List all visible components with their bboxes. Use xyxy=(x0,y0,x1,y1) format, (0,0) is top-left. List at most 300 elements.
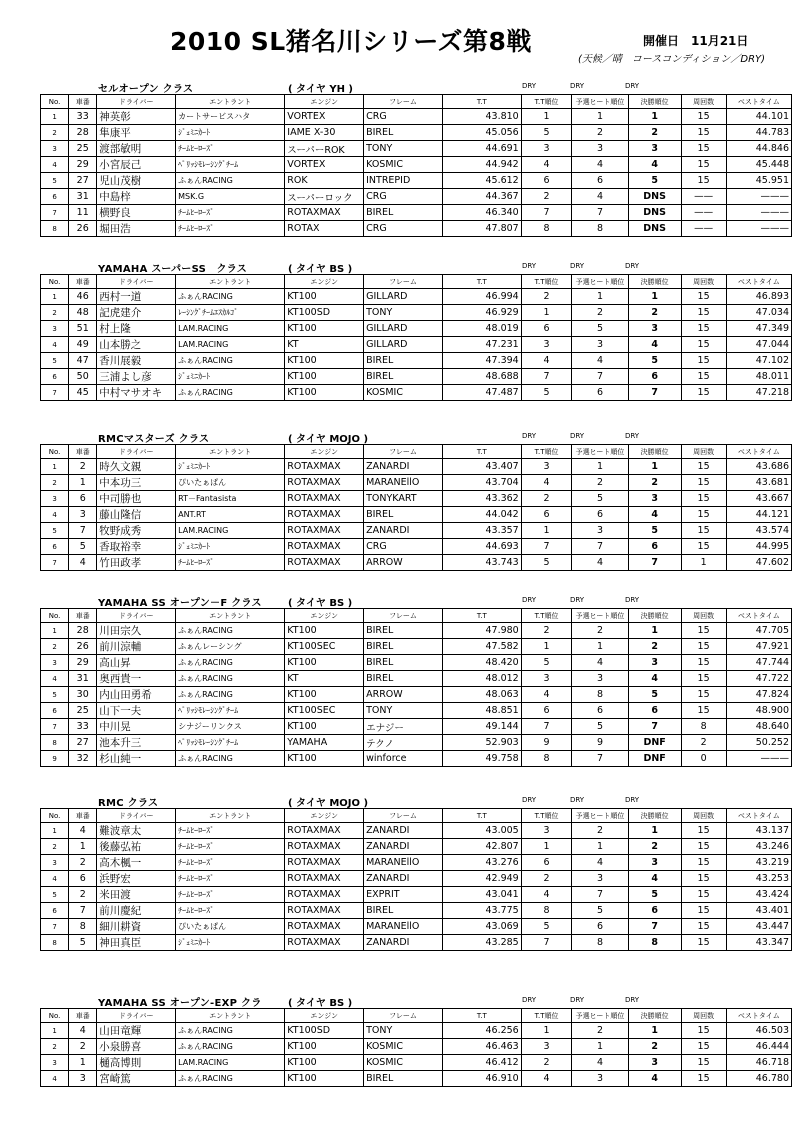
table-cell: 2 xyxy=(628,1039,681,1055)
table-cell: 6 xyxy=(521,855,572,871)
table-cell: 3 xyxy=(628,855,681,871)
table-cell: 8 xyxy=(521,751,572,767)
table-cell: 1 xyxy=(628,823,681,839)
table-cell: 6 xyxy=(521,703,572,719)
table-cell: 6 xyxy=(572,173,628,189)
results-table xyxy=(40,94,792,237)
table-cell: ——— xyxy=(726,751,791,767)
table-cell: ふぁんRACING xyxy=(176,687,285,703)
dry-label: DRY xyxy=(522,796,537,804)
table-cell: 8 xyxy=(69,919,97,935)
table-cell: KT100SEC xyxy=(285,703,364,719)
table-cell: BIREL xyxy=(364,903,443,919)
table-cell: BIREL xyxy=(364,671,443,687)
column-header: T.T順位 xyxy=(521,95,572,109)
dry-label: DRY xyxy=(625,262,640,270)
class-section xyxy=(40,592,792,767)
column-header: T.T xyxy=(442,275,521,289)
table-cell: 8 xyxy=(572,221,628,237)
column-header: 車番 xyxy=(69,275,97,289)
table-cell: 7 xyxy=(572,369,628,385)
column-header: 車番 xyxy=(69,809,97,823)
table-cell: MARANEllO xyxy=(364,475,443,491)
table-cell: 3 xyxy=(572,337,628,353)
table-cell: CRG xyxy=(364,539,443,555)
column-header: ベストタイム xyxy=(726,275,791,289)
column-header: No. xyxy=(41,609,69,623)
column-header: 決勝順位 xyxy=(628,95,681,109)
table-cell: 3 xyxy=(521,459,572,475)
table-header-row xyxy=(41,95,792,109)
table-cell: 2 xyxy=(69,887,97,903)
event-date: 開催日 11月21日 xyxy=(643,34,749,48)
table-cell: 内山田勇希 xyxy=(97,687,176,703)
table-cell: 5 xyxy=(41,887,69,903)
table-cell: 1 xyxy=(628,109,681,125)
column-header: フレーム xyxy=(364,609,443,623)
table-row xyxy=(41,125,792,141)
table-cell: 4 xyxy=(628,337,681,353)
table-cell: 45 xyxy=(69,385,97,401)
table-cell: 山本勝之 xyxy=(97,337,176,353)
table-cell: 8 xyxy=(41,935,69,951)
table-cell: 小泉勝喜 xyxy=(97,1039,176,1055)
table-cell: 6 xyxy=(628,539,681,555)
table-cell: 52.903 xyxy=(442,735,521,751)
table-cell: 44.846 xyxy=(726,141,791,157)
table-cell: VORTEX xyxy=(285,109,364,125)
table-cell: 1 xyxy=(521,523,572,539)
table-cell: 4 xyxy=(521,887,572,903)
table-cell: 6 xyxy=(572,703,628,719)
table-cell: 48.420 xyxy=(442,655,521,671)
table-cell: 7 xyxy=(628,555,681,571)
table-cell: 2 xyxy=(521,871,572,887)
table-cell: 15 xyxy=(681,109,726,125)
class-section xyxy=(40,992,792,1087)
column-header: No. xyxy=(41,809,69,823)
table-cell: 2 xyxy=(628,475,681,491)
table-cell: 池本升三 xyxy=(97,735,176,751)
table-cell: ふぁんRACING xyxy=(176,173,285,189)
table-cell: 7 xyxy=(521,369,572,385)
table-cell: 1 xyxy=(521,305,572,321)
table-cell: 高山昇 xyxy=(97,655,176,671)
table-cell: ROK xyxy=(285,173,364,189)
table-cell: 2 xyxy=(69,855,97,871)
table-cell: ふぁんRACING xyxy=(176,289,285,305)
dry-label: DRY xyxy=(522,262,537,270)
table-cell: 中川晃 xyxy=(97,719,176,735)
table-cell: 43.810 xyxy=(442,109,521,125)
table-cell: TONY xyxy=(364,703,443,719)
table-cell: 2 xyxy=(628,305,681,321)
table-cell: ZANARDI xyxy=(364,523,443,539)
table-cell: CRG xyxy=(364,221,443,237)
table-cell: DNS xyxy=(628,205,681,221)
table-cell: 川田宗久 xyxy=(97,623,176,639)
table-cell: 4 xyxy=(628,507,681,523)
table-cell: 48.851 xyxy=(442,703,521,719)
table-cell: 15 xyxy=(681,491,726,507)
table-cell: 杉山純一 xyxy=(97,751,176,767)
table-cell: 牧野成秀 xyxy=(97,523,176,539)
dry-label: DRY xyxy=(522,432,537,440)
table-cell: 4 xyxy=(572,655,628,671)
table-cell: 4 xyxy=(41,507,69,523)
table-cell: 44.693 xyxy=(442,539,521,555)
table-cell: ——— xyxy=(726,189,791,205)
column-header: ベストタイム xyxy=(726,1009,791,1023)
table-cell: 11 xyxy=(69,205,97,221)
table-cell: 5 xyxy=(628,523,681,539)
table-cell: 3 xyxy=(41,855,69,871)
column-header: エンジン xyxy=(285,1009,364,1023)
table-cell: IAME X-30 xyxy=(285,125,364,141)
table-cell: 3 xyxy=(521,823,572,839)
table-cell: ふぁんRACING xyxy=(176,623,285,639)
table-cell: BIREL xyxy=(364,655,443,671)
table-cell: 7 xyxy=(628,719,681,735)
column-header: エンジン xyxy=(285,445,364,459)
table-cell: 15 xyxy=(681,839,726,855)
table-cell: —— xyxy=(681,205,726,221)
table-cell: DNS xyxy=(628,221,681,237)
table-row xyxy=(41,491,792,507)
column-header: T.T xyxy=(442,1009,521,1023)
table-cell: 45.951 xyxy=(726,173,791,189)
table-cell: 7 xyxy=(628,385,681,401)
table-cell: KOSMIC xyxy=(364,1039,443,1055)
table-cell: 33 xyxy=(69,719,97,735)
dry-label: DRY xyxy=(570,82,585,90)
table-row xyxy=(41,703,792,719)
column-header: T.T順位 xyxy=(521,275,572,289)
table-cell: 4 xyxy=(572,157,628,173)
class-name: YAMAHA SS オープン-EXP クラ xyxy=(98,998,262,1009)
column-header: 周回数 xyxy=(681,1009,726,1023)
table-cell: KT100 xyxy=(285,353,364,369)
table-cell: 31 xyxy=(69,189,97,205)
table-cell: 3 xyxy=(628,491,681,507)
table-cell: 3 xyxy=(41,141,69,157)
table-row xyxy=(41,555,792,571)
table-cell: 5 xyxy=(41,173,69,189)
table-cell: 3 xyxy=(572,671,628,687)
class-section xyxy=(40,258,792,401)
table-cell: 43.005 xyxy=(442,823,521,839)
table-cell: 7 xyxy=(41,555,69,571)
table-cell: 48.011 xyxy=(726,369,791,385)
table-cell: ｼﾞｪﾐﾆｶｰﾄ xyxy=(176,539,285,555)
table-cell: 中本功三 xyxy=(97,475,176,491)
table-cell: ふぁんRACING xyxy=(176,1071,285,1087)
table-cell: KT xyxy=(285,671,364,687)
table-cell: 4 xyxy=(521,353,572,369)
column-header: 決勝順位 xyxy=(628,275,681,289)
class-name: YAMAHA SS オープン－F クラス xyxy=(98,598,262,609)
table-cell: カートサービスハタ xyxy=(176,109,285,125)
table-cell: ﾁｰﾑﾋｰﾛｰｽﾞ xyxy=(176,871,285,887)
column-header: ベストタイム xyxy=(726,809,791,823)
table-cell: 1 xyxy=(41,823,69,839)
table-cell: 4 xyxy=(572,555,628,571)
table-cell: 50.252 xyxy=(726,735,791,751)
table-cell: 47.349 xyxy=(726,321,791,337)
column-header: エントラント xyxy=(176,809,285,823)
table-cell: 4 xyxy=(572,353,628,369)
table-cell: KT100SD xyxy=(285,305,364,321)
page-title: 2010 SL猪名川シリーズ第8戦 xyxy=(170,27,532,56)
column-header: フレーム xyxy=(364,95,443,109)
table-cell: 3 xyxy=(521,671,572,687)
table-cell: 43.401 xyxy=(726,903,791,919)
table-cell: 3 xyxy=(628,655,681,671)
table-cell: 2 xyxy=(628,639,681,655)
column-header: 決勝順位 xyxy=(628,609,681,623)
table-row xyxy=(41,305,792,321)
table-cell: 0 xyxy=(681,751,726,767)
table-cell: 5 xyxy=(521,385,572,401)
table-cell: 15 xyxy=(681,337,726,353)
table-header-row xyxy=(41,1009,792,1023)
table-header-row xyxy=(41,809,792,823)
table-cell: 48 xyxy=(69,305,97,321)
table-cell: 7 xyxy=(521,205,572,221)
table-cell: KT100 xyxy=(285,655,364,671)
column-header: T.T xyxy=(442,809,521,823)
table-cell: ふぁんRACING xyxy=(176,1039,285,1055)
table-cell: 1 xyxy=(41,109,69,125)
results-table xyxy=(40,808,792,951)
table-cell: 47 xyxy=(69,353,97,369)
table-cell: 45.448 xyxy=(726,157,791,173)
column-header: 予選ヒート順位 xyxy=(572,809,628,823)
class-section xyxy=(40,428,792,571)
table-cell: 49.144 xyxy=(442,719,521,735)
table-cell: ROTAXMAX xyxy=(285,459,364,475)
table-cell: 43.574 xyxy=(726,523,791,539)
column-header: エントラント xyxy=(176,275,285,289)
table-cell: ふぁんRACING xyxy=(176,751,285,767)
table-cell: 26 xyxy=(69,639,97,655)
column-header: エントラント xyxy=(176,95,285,109)
table-cell: 31 xyxy=(69,671,97,687)
table-cell: ROTAXMAX xyxy=(285,935,364,951)
table-cell: ROTAXMAX xyxy=(285,839,364,855)
table-cell: スーパーROK xyxy=(285,141,364,157)
table-cell: 47.394 xyxy=(442,353,521,369)
table-cell: ——— xyxy=(726,205,791,221)
table-cell: 1 xyxy=(521,639,572,655)
table-cell: 2 xyxy=(69,459,97,475)
table-cell: 5 xyxy=(628,173,681,189)
table-cell: 3 xyxy=(69,507,97,523)
table-cell: BIREL xyxy=(364,125,443,141)
table-cell: KT xyxy=(285,337,364,353)
table-cell: ﾁｰﾑﾋｰﾛｰｽﾞ xyxy=(176,903,285,919)
table-cell: 48.900 xyxy=(726,703,791,719)
table-cell: 5 xyxy=(572,719,628,735)
column-header: ドライバー xyxy=(97,95,176,109)
column-header: T.T xyxy=(442,95,521,109)
table-row xyxy=(41,687,792,703)
table-cell: 7 xyxy=(521,719,572,735)
table-cell: 2 xyxy=(521,1055,572,1071)
table-row xyxy=(41,321,792,337)
table-cell: ﾁｰﾑﾋｰﾛｰｽﾞ xyxy=(176,823,285,839)
table-cell: 2 xyxy=(628,125,681,141)
dry-label: DRY xyxy=(522,996,537,1004)
table-cell: ROTAXMAX xyxy=(285,491,364,507)
table-row xyxy=(41,903,792,919)
table-cell: 4 xyxy=(69,823,97,839)
table-cell: 前川慶紀 xyxy=(97,903,176,919)
table-cell: 6 xyxy=(69,871,97,887)
table-cell: 43.137 xyxy=(726,823,791,839)
table-cell: ﾁｰﾑﾋｰﾛｰｽﾞ xyxy=(176,221,285,237)
table-cell: 43.219 xyxy=(726,855,791,871)
column-header: 周回数 xyxy=(681,445,726,459)
column-header: No. xyxy=(41,1009,69,1023)
table-cell: ｼﾞｪﾐﾆｶｰﾄ xyxy=(176,125,285,141)
table-cell: 15 xyxy=(681,1039,726,1055)
table-cell: 難波章太 xyxy=(97,823,176,839)
table-cell: 43.246 xyxy=(726,839,791,855)
table-cell: 43.407 xyxy=(442,459,521,475)
table-cell: 4 xyxy=(521,1071,572,1087)
column-header: エントラント xyxy=(176,445,285,459)
table-cell: 後藤弘祐 xyxy=(97,839,176,855)
table-cell: 1 xyxy=(69,1055,97,1071)
table-cell: 6 xyxy=(521,173,572,189)
table-cell: KT100 xyxy=(285,1071,364,1087)
table-cell: 15 xyxy=(681,1071,726,1087)
table-cell: 1 xyxy=(572,839,628,855)
table-cell: 8 xyxy=(628,935,681,951)
table-cell: 奥西貴一 xyxy=(97,671,176,687)
table-cell: ぴいたぁぱん xyxy=(176,475,285,491)
table-cell: 竹田政孝 xyxy=(97,555,176,571)
table-cell: 6 xyxy=(628,903,681,919)
table-cell: ROTAXMAX xyxy=(285,507,364,523)
table-cell: 4 xyxy=(521,475,572,491)
table-cell: テクノ xyxy=(364,735,443,751)
column-header: 周回数 xyxy=(681,609,726,623)
table-cell: 5 xyxy=(41,687,69,703)
table-cell: 4 xyxy=(521,157,572,173)
table-cell: 47.602 xyxy=(726,555,791,571)
table-cell: 山田竜輝 xyxy=(97,1023,176,1039)
table-cell: 46.503 xyxy=(726,1023,791,1039)
column-header: エンジン xyxy=(285,809,364,823)
class-name: RMCマスターズ クラス xyxy=(98,434,210,445)
table-cell: LAM.RACING xyxy=(176,523,285,539)
table-cell: RT－Fantasista xyxy=(176,491,285,507)
table-cell: 8 xyxy=(521,221,572,237)
table-cell: 47.980 xyxy=(442,623,521,639)
table-cell: 50 xyxy=(69,369,97,385)
tire-label: ( タイヤ YH ) xyxy=(288,84,353,95)
table-cell: ARROW xyxy=(364,687,443,703)
table-cell: 6 xyxy=(572,385,628,401)
table-cell: 44.101 xyxy=(726,109,791,125)
table-cell: 4 xyxy=(41,871,69,887)
dry-label: DRY xyxy=(522,596,537,604)
table-cell: 2 xyxy=(572,125,628,141)
table-cell: 2 xyxy=(521,189,572,205)
table-cell: 43.686 xyxy=(726,459,791,475)
table-cell: 15 xyxy=(681,1055,726,1071)
table-cell: 2 xyxy=(41,1039,69,1055)
table-cell: ぴいたぁぱん xyxy=(176,919,285,935)
column-header: エントラント xyxy=(176,1009,285,1023)
table-cell: 3 xyxy=(572,141,628,157)
table-cell: MARANEllO xyxy=(364,919,443,935)
table-cell: 4 xyxy=(572,189,628,205)
table-cell: 43.276 xyxy=(442,855,521,871)
table-cell: 43.775 xyxy=(442,903,521,919)
table-cell: ZANARDI xyxy=(364,823,443,839)
table-cell: 43.285 xyxy=(442,935,521,951)
tire-label: ( タイヤ BS ) xyxy=(288,998,353,1009)
column-header: 予選ヒート順位 xyxy=(572,95,628,109)
column-header: ドライバー xyxy=(97,1009,176,1023)
table-cell: 44.783 xyxy=(726,125,791,141)
table-cell: 7 xyxy=(572,539,628,555)
table-cell: ﾍﾟﾘｯｼﾓﾚｰｼﾝｸﾞﾁｰﾑ xyxy=(176,703,285,719)
table-cell: CRG xyxy=(364,189,443,205)
table-cell: 2 xyxy=(521,491,572,507)
table-cell: ROTAXMAX xyxy=(285,855,364,871)
table-cell: 7 xyxy=(521,935,572,951)
table-cell: 7 xyxy=(69,903,97,919)
table-cell: 15 xyxy=(681,305,726,321)
table-row xyxy=(41,751,792,767)
table-cell: 4 xyxy=(521,687,572,703)
table-cell: 1 xyxy=(628,459,681,475)
table-cell: ——— xyxy=(726,221,791,237)
table-row xyxy=(41,507,792,523)
table-cell: 44.121 xyxy=(726,507,791,523)
dry-label: DRY xyxy=(625,432,640,440)
results-table xyxy=(40,1008,792,1087)
table-cell: 15 xyxy=(681,125,726,141)
table-cell: 2 xyxy=(41,639,69,655)
class-name: RMC クラス xyxy=(98,798,159,809)
table-cell: 9 xyxy=(572,735,628,751)
column-header: No. xyxy=(41,445,69,459)
table-cell: 44.942 xyxy=(442,157,521,173)
results-table xyxy=(40,608,792,767)
table-cell: 3 xyxy=(572,1071,628,1087)
table-cell: ﾁｰﾑﾋｰﾛｰｽﾞ xyxy=(176,887,285,903)
table-cell: 46.718 xyxy=(726,1055,791,1071)
table-cell: 米田渡 xyxy=(97,887,176,903)
table-cell: 47.231 xyxy=(442,337,521,353)
section-caption xyxy=(40,592,792,608)
table-cell: 44.367 xyxy=(442,189,521,205)
table-cell: 43.424 xyxy=(726,887,791,903)
table-cell: 香取裕幸 xyxy=(97,539,176,555)
table-row xyxy=(41,655,792,671)
column-header: No. xyxy=(41,95,69,109)
column-header: 決勝順位 xyxy=(628,1009,681,1023)
tire-label: ( タイヤ MOJO ) xyxy=(288,434,369,445)
table-cell: 28 xyxy=(69,125,97,141)
table-cell: GILLARD xyxy=(364,321,443,337)
table-cell: 1 xyxy=(628,623,681,639)
